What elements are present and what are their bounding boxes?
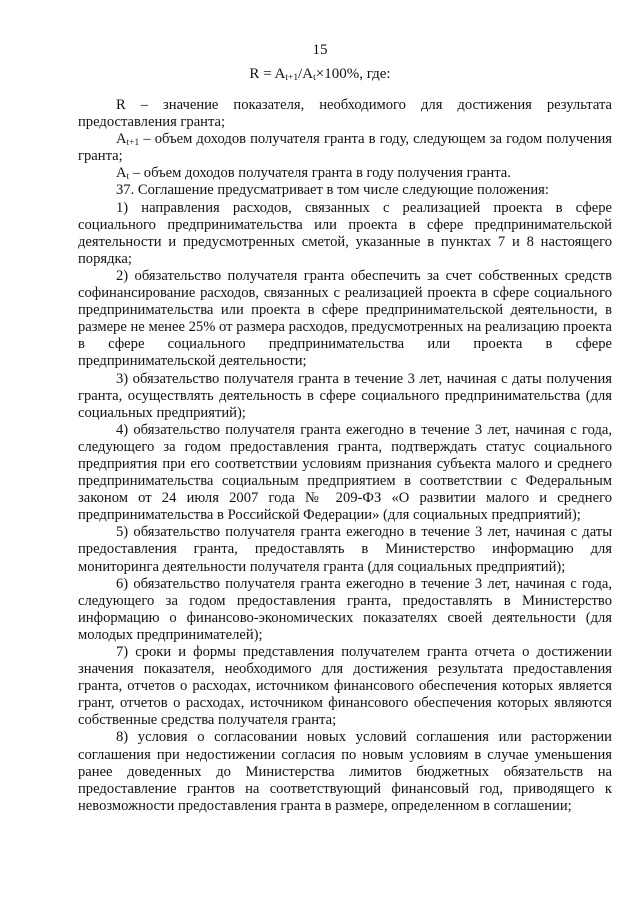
definition-a-t-subscript: t xyxy=(126,172,130,183)
paragraph-item-3: 3) обязательство получателя гранта в течение 3 лет, начиная с даты получения гранта, осуществлять деятельность в сфере социального предпринимательства (для социальных предприятий); xyxy=(78,370,612,421)
definition-a-t-plus-1-subscript: t+1 xyxy=(126,138,140,149)
definition-a-t-text: – объем доходов получателя гранта в году получения гранта. xyxy=(129,165,511,182)
formula-mid: /A xyxy=(298,66,314,82)
definition-a-t-plus-1-symbol: A xyxy=(116,131,127,148)
definition-r: R – значение показателя, необходимого для достижения результата предоставления гранта; xyxy=(78,97,612,131)
definition-a-t xyxy=(78,165,612,182)
definition-a-t-symbol: A xyxy=(116,165,127,182)
paragraph-item-6: 6) обязательство получателя гранта ежегодно в течение 3 лет, начиная с года, следующего за годом предоставления гранта, предоставлять в Министерство информацию о финансово-экономических показателях своей деятельности (для молодых предпринимателей); xyxy=(78,575,612,643)
formula-lead: R = A xyxy=(249,66,286,82)
definition-a-t-plus-1-text: – объем доходов получателя гранта в году, следующем за годом получения гранта; xyxy=(78,131,612,165)
page-number: 15 xyxy=(312,42,328,58)
formula-tail: ×100%, где: xyxy=(315,66,391,82)
formula-subscript-t: t xyxy=(313,73,316,83)
formula-subscript-t-plus-1: t+1 xyxy=(285,73,299,83)
paragraph-item-8: 8) условия о согласовании новых условий соглашения или расторжении соглашения при недостижении согласия по новым условиям в случае уменьшения ранее доведенных до Министерства лимитов бюджетных обязательств на предоставление грантов на соответствующий финансовый год, приводящего к невозможности предоставления гранта в размере, определенном в соглашении; xyxy=(78,729,612,814)
paragraph-item-2: 2) обязательство получателя гранта обеспечить за счет собственных средств софинансирование расходов, связанных с реализацией проекта в сфере социального предпринимательства или проекта в сфере предпринимательской деятельности, в размере не менее 25% от размера расходов, предусмотренных на реализацию проекта в сфере социального предпринимательства или проекта в сфере предпринимательской деятельности; xyxy=(78,267,612,370)
paragraph-item-4: 4) обязательство получателя гранта ежегодно в течение 3 лет, начиная с года, следующего за годом предоставления гранта, подтверждать статус социального предприятия при его соответствии условиям признания субъекта малого и среднего предпринимательства социальным предприятием в соответствии с Федеральным законом от 24 июля 2007 года № 209-ФЗ «О развитии малого и среднего предпринимательства в Российской Федерации» (для социальных предприятий); xyxy=(78,421,612,524)
paragraph-37-intro: 37. Соглашение предусматривает в том числе следующие положения: xyxy=(116,182,549,199)
document-body xyxy=(78,97,612,815)
paragraph-item-1: 1) направления расходов, связанных с реализацией проекта в сфере социального предпринимательства или проекта в сфере предпринимательской деятельности и предусмотренных сметой, указанные в пунктах 7 и 8 настоящего порядка; xyxy=(78,199,612,267)
paragraph-item-5: 5) обязательство получателя гранта ежегодно в течение 3 лет, начиная с даты предоставления гранта, предоставлять в Министерство информацию для мониторинга деятельности получателя гранта (для социальных предприятий); xyxy=(78,524,612,575)
formula xyxy=(0,66,640,83)
paragraph-item-7: 7) сроки и формы представления получателем гранта отчета о достижении значения показателя, необходимого для достижения результата предоставления гранта, отчетов о расходах, источником финансового обеспечения которых является грант, отчетов о расходах, источником финансового обеспечения которых являются собственные средства получателя гранта; xyxy=(78,644,612,729)
definition-a-t-plus-1 xyxy=(78,131,612,165)
